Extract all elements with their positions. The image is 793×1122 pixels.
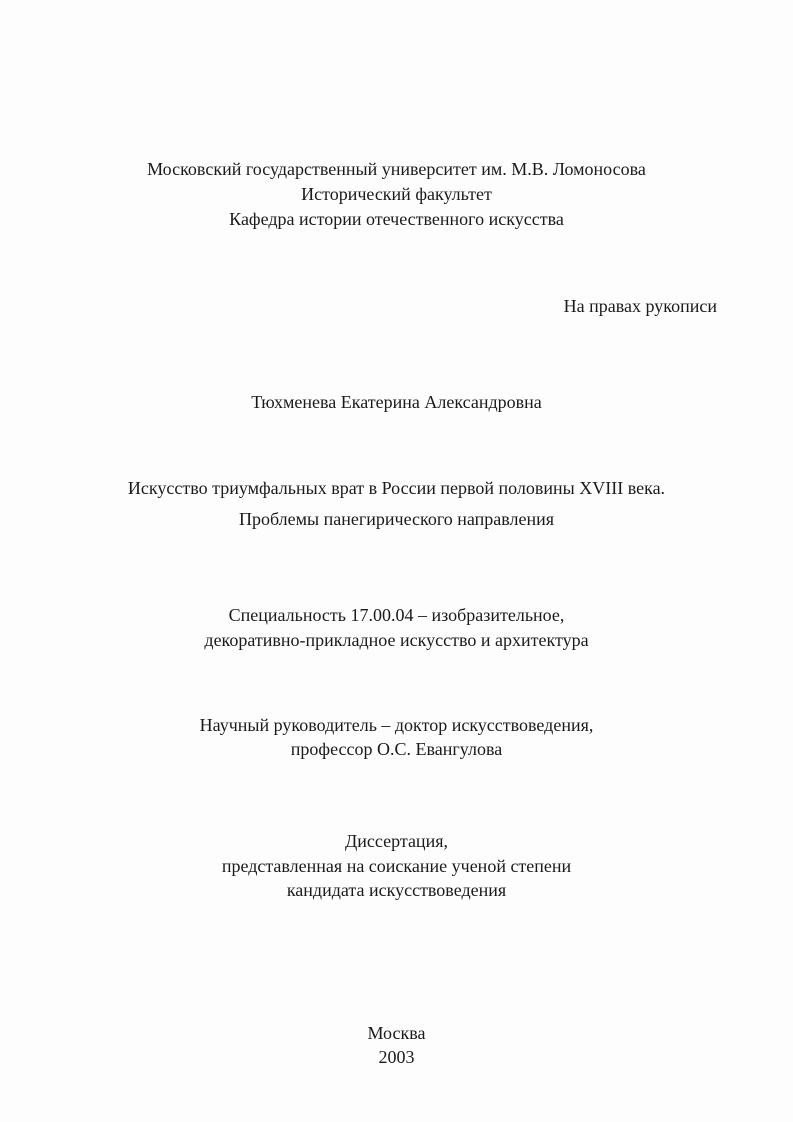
author-name: Тюхменева Екатерина Александровна: [251, 392, 542, 412]
dissertation-title-line-1: Искусство триумфальных врат в России первой половины XVIII века.: [127, 478, 666, 498]
dissertation-note-line-1: Диссертация,: [345, 831, 448, 851]
specialty-line-2: декоративно-прикладное искусство и архитектура: [204, 630, 589, 650]
dissertation-note-line-2: представленная на соискание ученой степени: [221, 856, 572, 876]
dissertation-note-line-3: кандидата искусствоведения: [286, 880, 507, 900]
specialty-line-1: Специальность 17.00.04 – изобразительное,: [228, 605, 565, 625]
year: 2003: [378, 1047, 415, 1067]
faculty-name: Исторический факультет: [301, 184, 492, 204]
department-name: Кафедра истории отечественного искусства: [229, 209, 564, 229]
city: Москва: [367, 1023, 426, 1043]
dissertation-title-line-2: Проблемы панегирического направления: [238, 509, 555, 529]
manuscript-note: На правах рукописи: [563, 296, 717, 316]
university-name: Московский государственный университет им. М.В. Ломоносова: [147, 159, 646, 179]
supervisor-line-1: Научный руководитель – доктор искусствоведения,: [199, 715, 594, 735]
supervisor-line-2: профессор О.С. Евангулова: [290, 739, 503, 759]
